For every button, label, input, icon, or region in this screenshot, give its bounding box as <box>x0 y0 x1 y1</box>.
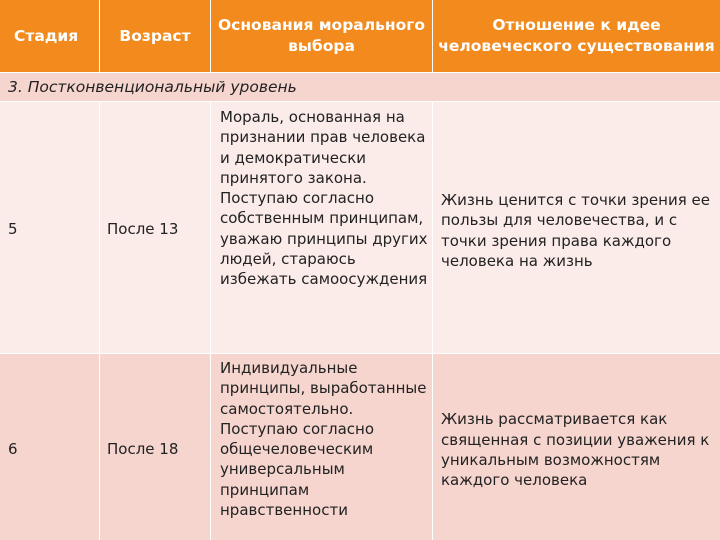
section-title: 3. Постконвенциональный уровень <box>0 73 720 102</box>
moral-basis-cell: Мораль, основанная на признании прав человека и демократически принятого закона. Поступаю согласно собственным принципам, уважаю принципы других людей, стараюсь избежать самоосуждения <box>211 102 433 354</box>
header-age: Возраст <box>100 0 211 73</box>
header-attitude: Отношение к идее человеческого существования <box>433 0 720 73</box>
age-cell: После 18 <box>100 354 211 540</box>
attitude-cell: Жизнь рассматривается как священная с позиции уважения к уникальным возможностям каждого человека <box>441 410 710 490</box>
stage-cell: 6 <box>0 354 100 540</box>
header-moral-basis: Основания морального выбора <box>211 0 433 73</box>
attitude-cell: Жизнь ценится с точки зрения ее пользы для человечества, и с точки зрения права каждого человека на жизнь <box>433 102 720 354</box>
header-stage: Стадия <box>0 0 100 73</box>
table-row <box>0 102 720 354</box>
age-cell: После 13 <box>100 102 211 354</box>
stage-cell: 5 <box>0 102 100 354</box>
moral-basis-cell: Индивидуальные принципы, выработанные самостоятельно. Поступаю согласно общечеловеческим универсальным принципам нравственности <box>211 354 433 540</box>
section-row <box>0 73 720 102</box>
table-header-row <box>0 0 720 73</box>
table-row <box>0 354 720 540</box>
